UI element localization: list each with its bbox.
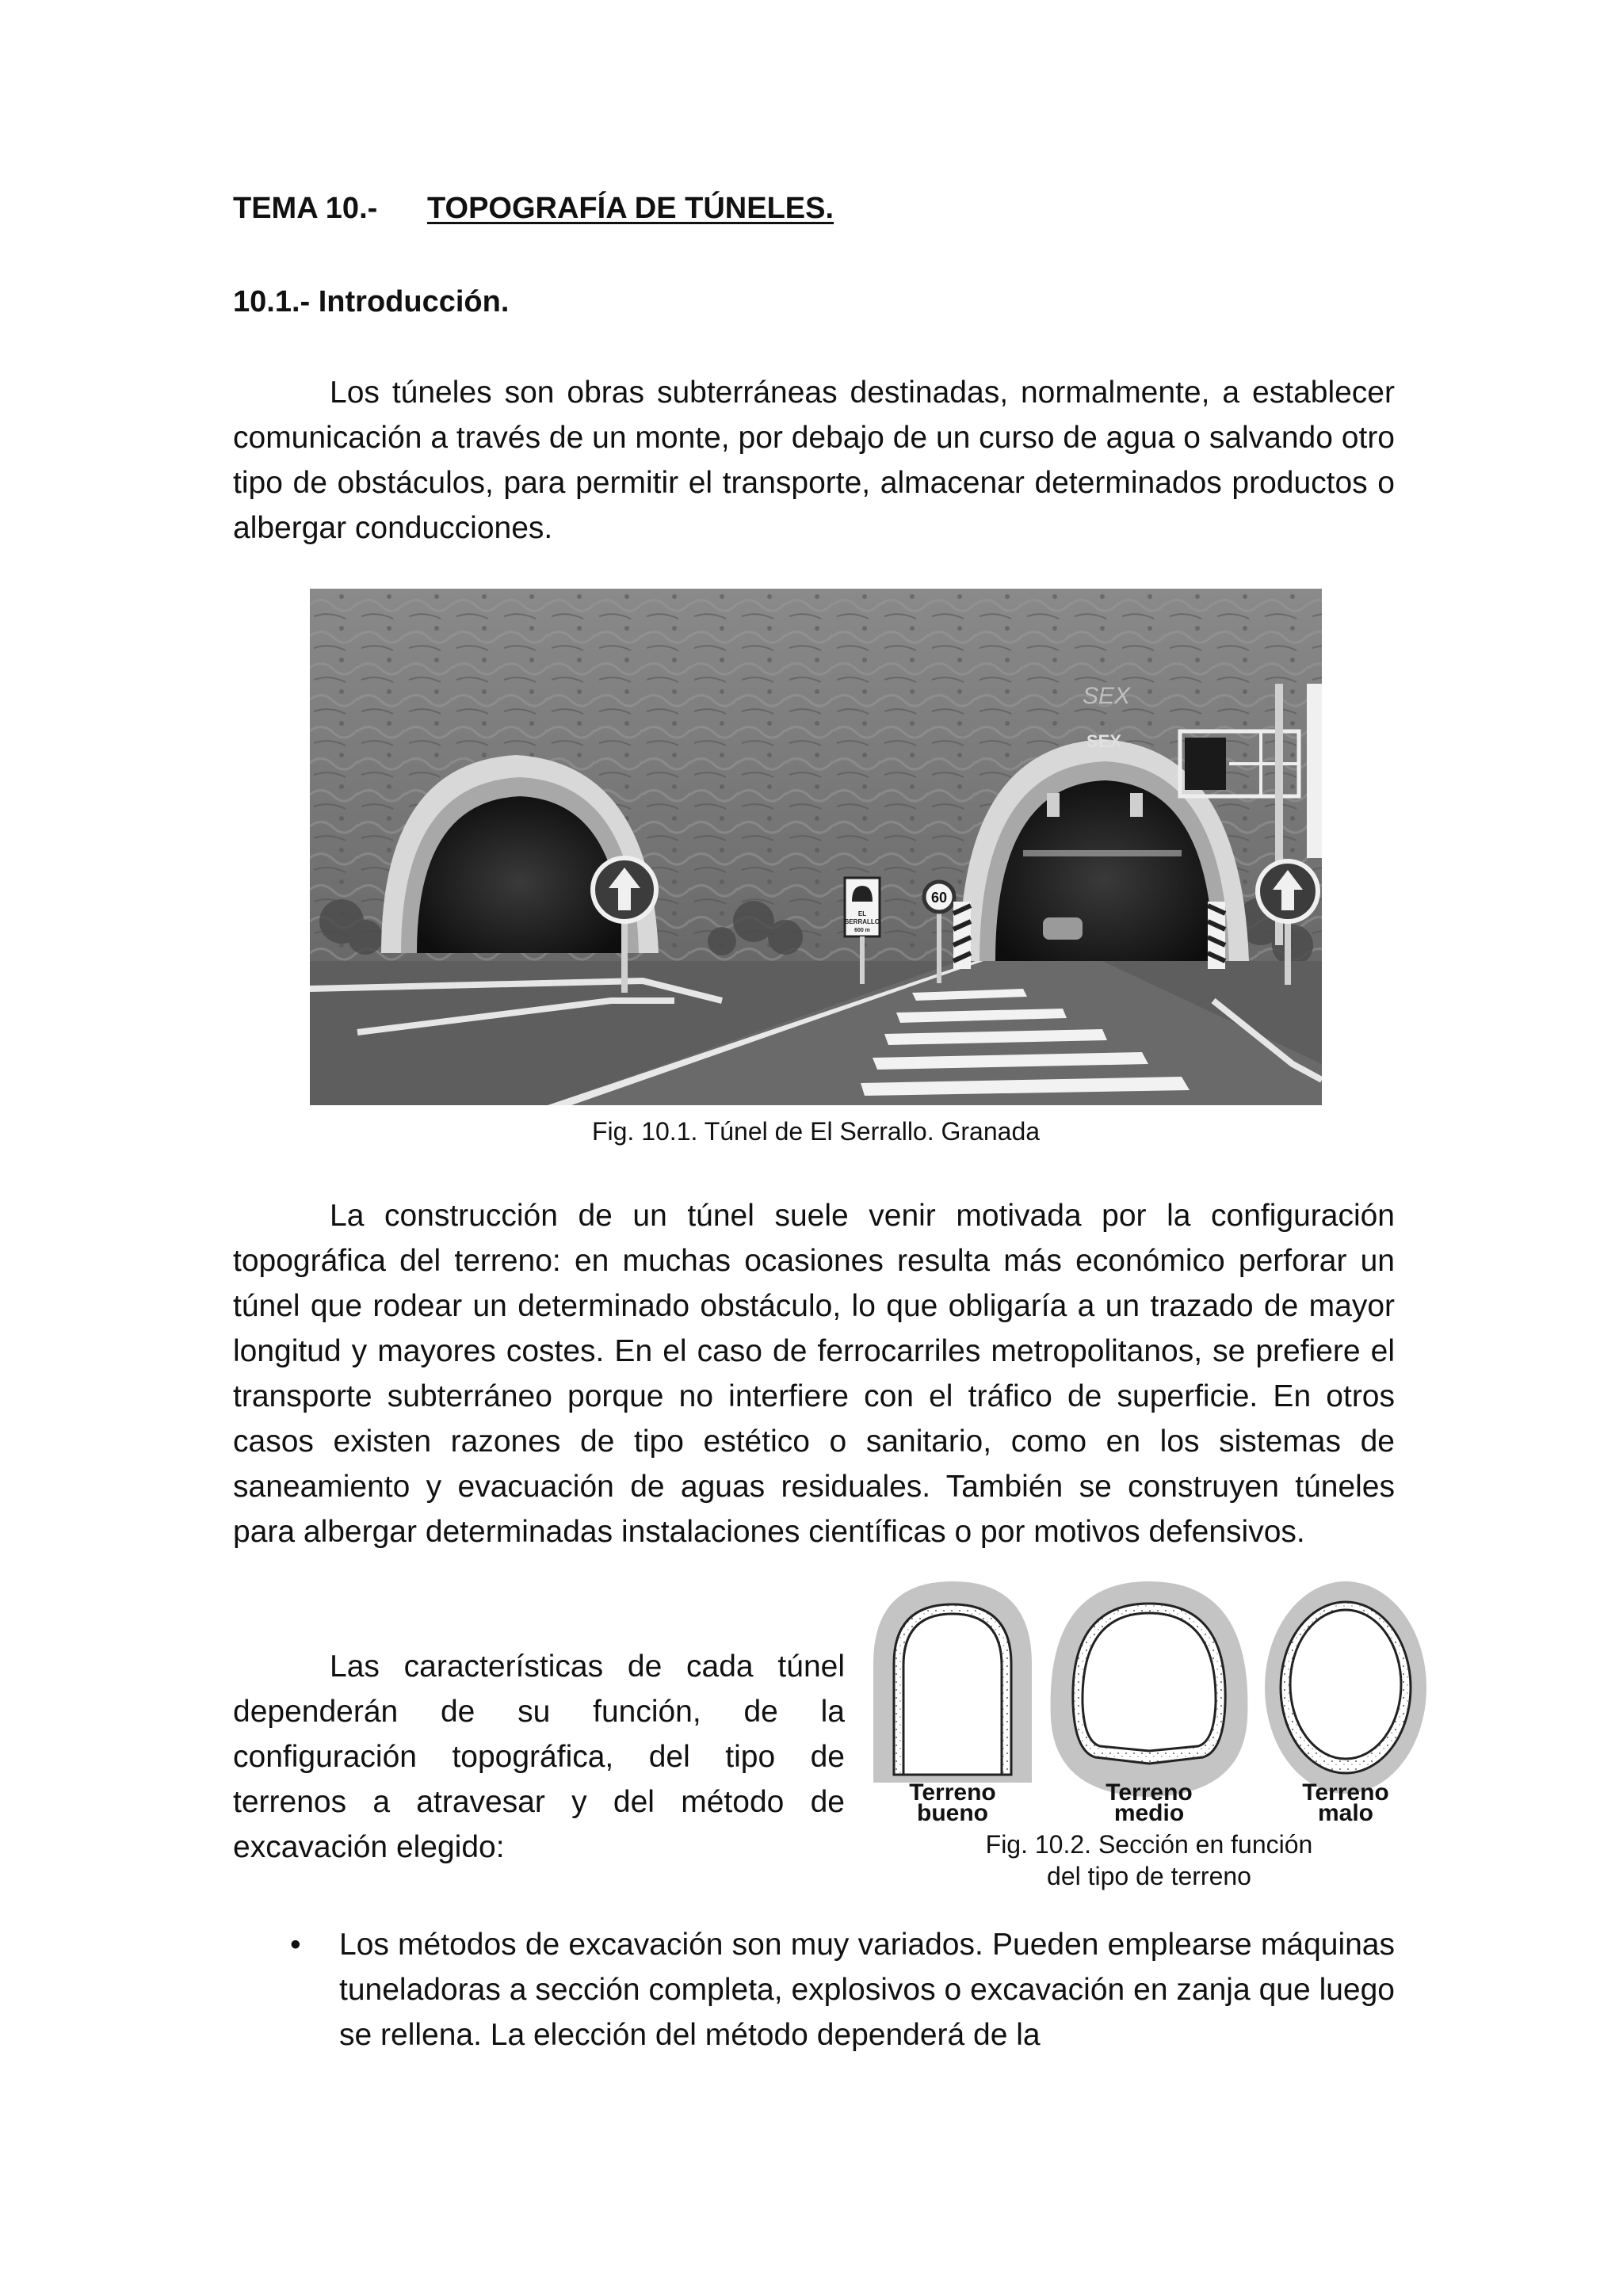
paragraph-intro: Los túneles son obras subterráneas destinadas, normalmente, a establecer comunicación a través de un monte, por debajo de un curso de agua o salvando otro tipo de obstáculos, para permitir el transporte, almacenar determinados productos o albergar conducciones. <box>233 376 1395 545</box>
paragraph-construction: La construcción de un túnel suele venir motivada por la configuración topográfica del terreno: en muchas ocasiones resulta más económico perforar un túnel que rodear un determinado obstáculo, lo que obligaría a un trazado de mayor longitud y mayores costes. En el caso de ferrocarriles metropolitanos, se prefiere el transporte subterráneo porque no interfiere con el tráfico de superficie. En otros casos existen razones de tipo estético o sanitario, como en los sistemas de saneamiento y evacuación de aguas residuales. También se construyen túneles para albergar determinadas instalaciones científicas o por motivos defensivos. <box>233 1199 1395 1549</box>
tunnel-sign-line-2: SERRALLO <box>845 918 880 925</box>
graffiti-text: SEX <box>1086 731 1122 751</box>
chapter-number: TEMA 10.- <box>233 192 378 225</box>
figure-1-caption: Fig. 10.1. Túnel de El Serrallo. Granada <box>591 1117 1041 1146</box>
figure-2-caption-line-2: del tipo de terreno <box>1047 1862 1251 1890</box>
paragraph-characteristics: Las características de cada túnel dependerán de su función, de la configuración topográfica, del tipo de terrenos a atravesar y del método de excavación elegido: <box>233 1650 845 1864</box>
tunnel-sections-diagram <box>870 1577 1428 1829</box>
label-good-line2: bueno <box>917 1800 988 1826</box>
tunnel-photo <box>310 589 1322 1105</box>
figure-2-caption <box>870 1829 1428 1892</box>
label-bad-line1: Terreno <box>1302 1779 1389 1806</box>
bullet-dot-icon: • <box>290 1928 301 1962</box>
speed-limit-value: 60 <box>930 890 948 906</box>
section-bad-terrain <box>1265 1581 1426 1794</box>
label-medium-line2: medio <box>1113 1800 1185 1826</box>
label-bad-line2: malo <box>1317 1800 1374 1826</box>
bullet-item <box>233 1922 1395 2058</box>
graffiti-text: SEX <box>1083 683 1131 709</box>
section-medium-terrain <box>1051 1581 1248 1797</box>
tunnel-sign-line-3: 600 m <box>854 928 870 933</box>
bullet-text: Los métodos de excavación son muy variados. Pueden emplearse máquinas tuneladoras a sección completa, explosivos o excavación en zanja que luego se rellena. La elección del método dependerá de la <box>339 1928 1395 2052</box>
chapter-title: TOPOGRAFÍA DE TÚNELES. <box>427 192 834 225</box>
tunnel-sign-line-1: EL <box>857 910 867 917</box>
figure-2-caption-line-1: Fig. 10.2. Sección en función <box>985 1830 1313 1859</box>
section-title: 10.1.- Introducción. <box>233 285 510 318</box>
section-good-terrain <box>873 1581 1032 1783</box>
label-medium-line1: Terreno <box>1106 1779 1193 1806</box>
label-good-line1: Terreno <box>909 1779 996 1806</box>
chapter-heading <box>233 192 834 226</box>
